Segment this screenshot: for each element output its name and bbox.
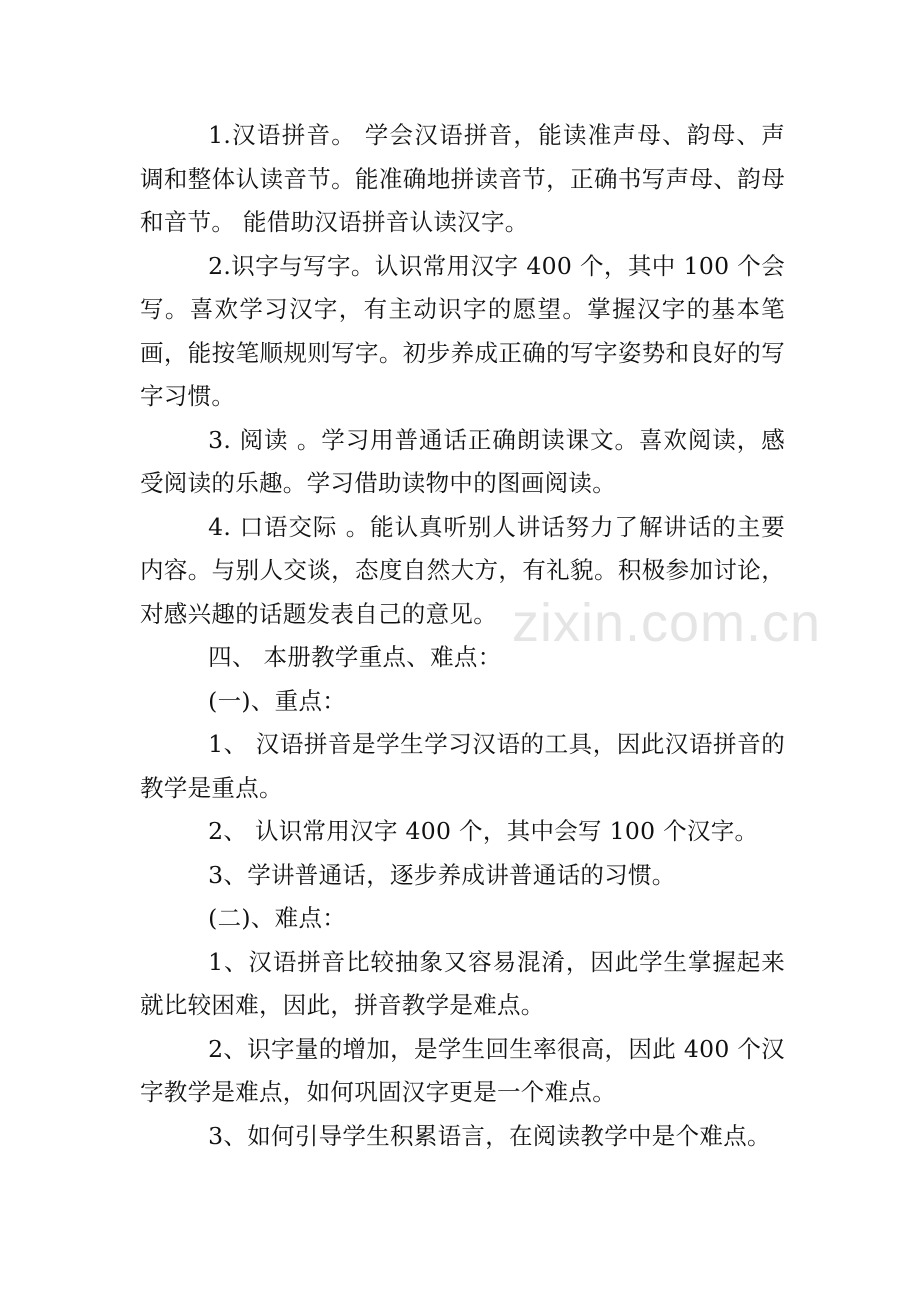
key-point-1: 1、 汉语拼音是学生学习汉语的工具，因此汉语拼音的教学是重点。 <box>140 730 785 802</box>
subheading-key-points: (一)、重点： <box>208 686 347 715</box>
difficult-point-2: 2、识字量的增加，是学生回生率很高，因此 400 个汉字教学是难点，如何巩固汉字更是一个难点。 <box>140 1034 785 1106</box>
difficult-point-3: 3、如何引导学生积累语言，在阅读教学中是个难点。 <box>208 1121 771 1150</box>
paragraph-literacy-writing: 2.识字与写字。认识常用汉字 400 个，其中 100 个会写。喜欢学习汉字，有主动识字的愿望。掌握汉字的基本笔画，能按笔顺规则写字。初步养成正确的写字姿势和良好的写字习惯。 <box>140 251 785 410</box>
key-point-3: 3、学讲普通话，逐步养成讲普通话的习惯。 <box>208 860 676 889</box>
key-point-2: 2、 认识常用汉字 400 个，其中会写 100 个汉字。 <box>208 817 759 845</box>
document-body <box>140 114 785 1158</box>
paragraph-reading: 3. 阅读 。学习用普通话正确朗读课文。喜欢阅读，感受阅读的乐趣。学习借助读物中的图画阅读。 <box>140 425 785 497</box>
watermark: zixin.com.cn <box>512 593 822 653</box>
paragraph-oral-communication: 4. 口语交际 。能认真听别人讲话努力了解讲话的主要内容。与别人交谈，态度自然大方，有礼貌。积极参加讨论，对感兴趣的话题发表自己的意见。 <box>140 512 785 628</box>
paragraph-pinyin: 1.汉语拼音。 学会汉语拼音，能读准声母、韵母、声调和整体认读音节。能准确地拼读音节，正确书写声母、韵母和音节。 能借助汉语拼音认读汉字。 <box>140 121 785 236</box>
difficult-point-1: 1、汉语拼音比较抽象又容易混淆，因此学生掌握起来就比较困难，因此，拼音教学是难点。 <box>140 947 785 1019</box>
subheading-difficult-points: (二)、难点： <box>208 904 347 932</box>
section-heading-key-difficult-points: 四、 本册教学重点、难点： <box>208 643 502 671</box>
